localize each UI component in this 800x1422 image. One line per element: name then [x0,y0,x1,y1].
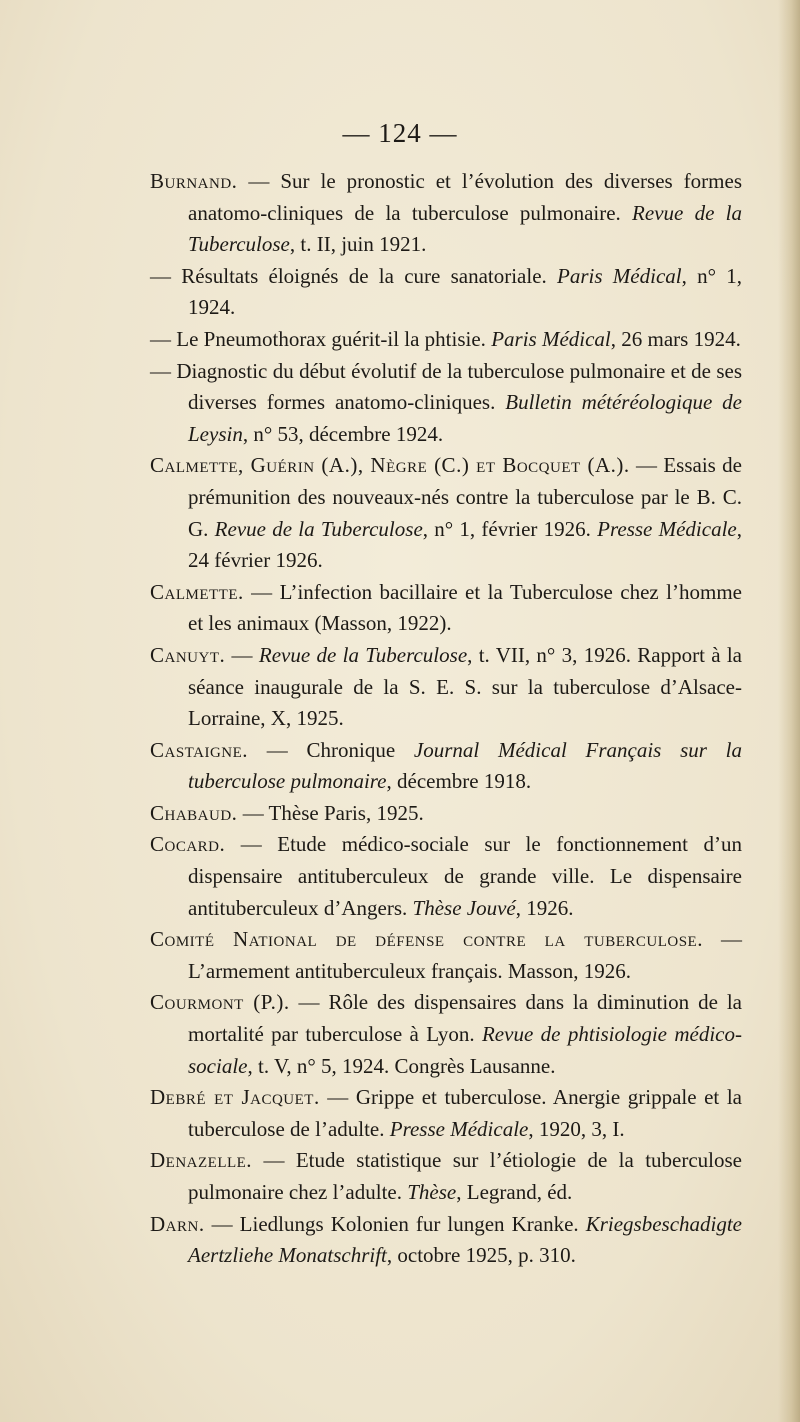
entry-author: Burnand. [150,169,238,193]
entry-author: Canuyt. [150,642,226,667]
entry-title-italic: Paris Médical [491,326,611,351]
entry-text: , Legrand, éd. [456,1180,573,1204]
entry-author: Cocard. [150,832,226,857]
entry-text: — Rôle des dispensaires dans la diminution de la mortalité par tuberculose à Lyon. [188,990,742,1047]
entry-author: Calmette. [150,579,244,604]
entry-text: — Etude médico-sociale sur le fonctionnement d’un dispensaire antituberculeux de grande ville. Le dispensaire antituberculeux d’Angers. [188,832,742,920]
entry-text: , 1926. [515,895,574,920]
entry-title-italic: Journal Médical Français sur la tuberculose pulmonaire [188,737,742,794]
entry-text: , n° 1, février 1926. [422,516,598,541]
bibliography-entry [150,1145,742,1208]
bibliography-entry [150,1082,742,1145]
entry-title-italic: Bulletin météréologique de Leysin [188,390,743,446]
bibliography-entry [150,356,742,451]
bibliography-entry [150,577,742,640]
entry-text: , n° 1, 1924. [188,263,743,320]
entry-text: , 26 mars 1924. [610,326,741,351]
entry-title-italic: Revue de phtisiologie médico-sociale [188,1022,742,1078]
entry-text: — Le Pneumothorax guérit-il la phtisie. [150,326,492,351]
entry-title-italic: Thèse Jouvé [412,895,516,920]
page-number: — 124 — [342,118,458,148]
bibliography-entry [150,798,742,830]
entry-text: , 24 février 1926. [188,516,742,573]
entry-text: , t. VII, n° 3, 1926. Rapport à la séance inaugurale de la S. E. S. sur la tuberculose d’Alsace-Lorraine, X, 1925. [188,642,743,731]
bibliography-entry [150,1209,742,1272]
bibliography-entry [150,829,742,924]
entry-author: Chabaud. [150,800,238,825]
entry-text: , n° 53, décembre 1924. [242,421,444,446]
entry-title-italic: Paris Médical [557,263,682,288]
entry-title-italic: Revue de la Tuberculose [214,516,423,541]
entry-title-italic: Kriegsbeschadigte Aertzliehe Monatschrift [188,1211,742,1268]
entry-title-italic: Revue de la Tuberculose [258,642,468,667]
entry-text: — Thèse Paris, 1925. [237,800,424,825]
entry-text: , t. V, n° 5, 1924. Congrès Lausanne. [247,1053,556,1078]
entry-text: — Etude statistique sur l’étiologie de la tuberculose pulmonaire chez l’adulte. [188,1148,742,1204]
entry-text: — [225,642,259,667]
bibliography-entry [150,450,742,576]
bibliography-entry [150,640,742,735]
entry-text: — Liedlungs Kolonien fur lungen Kranke. [204,1211,586,1236]
bibliography-entry [150,166,742,261]
entry-title-italic: Presse Médicale [389,1116,529,1141]
bibliography-entry [150,261,742,324]
entry-text: — L’infection bacillaire et la Tuberculose chez l’homme et les animaux (Masson, 1922). [188,579,742,636]
entry-text: , décembre 1918. [386,769,532,794]
entry-title-italic: Thèse [407,1180,457,1204]
bibliography-list [150,166,742,1272]
entry-text: , octobre 1925, p. 310. [386,1243,576,1268]
bibliography-entry [150,735,742,798]
entry-text: , 1920, 3, I. [528,1116,625,1141]
entry-text: — Grippe et tuberculose. Anergie grippale et la tuberculose de l’adulte. [188,1085,742,1141]
entry-title-italic: Revue de la Tuberculose [188,200,742,257]
entry-text: — Chronique [248,737,414,762]
entry-text: , t. II, juin 1921. [289,232,427,257]
bibliography-entry [150,987,742,1082]
entry-text: — Sur le pronostic et l’évolution des diverses formes anatomo-cliniques de la tuberculose pulmonaire. [188,169,742,225]
entry-author: Castaigne. [150,737,249,762]
entry-author: Darn. [150,1211,205,1236]
entry-author: Calmette, Guérin (A.), Nègre (C.) et Bocquet (A.). [150,453,630,478]
page-edge-shadow [778,0,800,1422]
entry-text: — L’armement antituberculeux français. Masson, 1926. [188,927,743,983]
entry-text: — Essais de prémunition des nouveaux-nés contre la tuberculose par le B. C. G. [188,453,742,541]
entry-author: Comité National de défense contre la tuberculose. [150,927,703,952]
entry-author: Debré et Jacquet. [150,1085,320,1110]
entry-title-italic: Presse Médicale [597,516,737,541]
entry-author: Courmont (P.). [150,990,290,1015]
bibliography-entry [150,324,742,356]
bibliography-entry [150,924,742,987]
entry-text: — Diagnostic du début évolutif de la tuberculose pulmonaire et de ses diverses formes anatomo-cliniques. [150,358,742,415]
entry-text: — Résultats éloignés de la cure sanatoriale. [150,263,558,288]
entry-author: Denazelle. [150,1148,253,1173]
